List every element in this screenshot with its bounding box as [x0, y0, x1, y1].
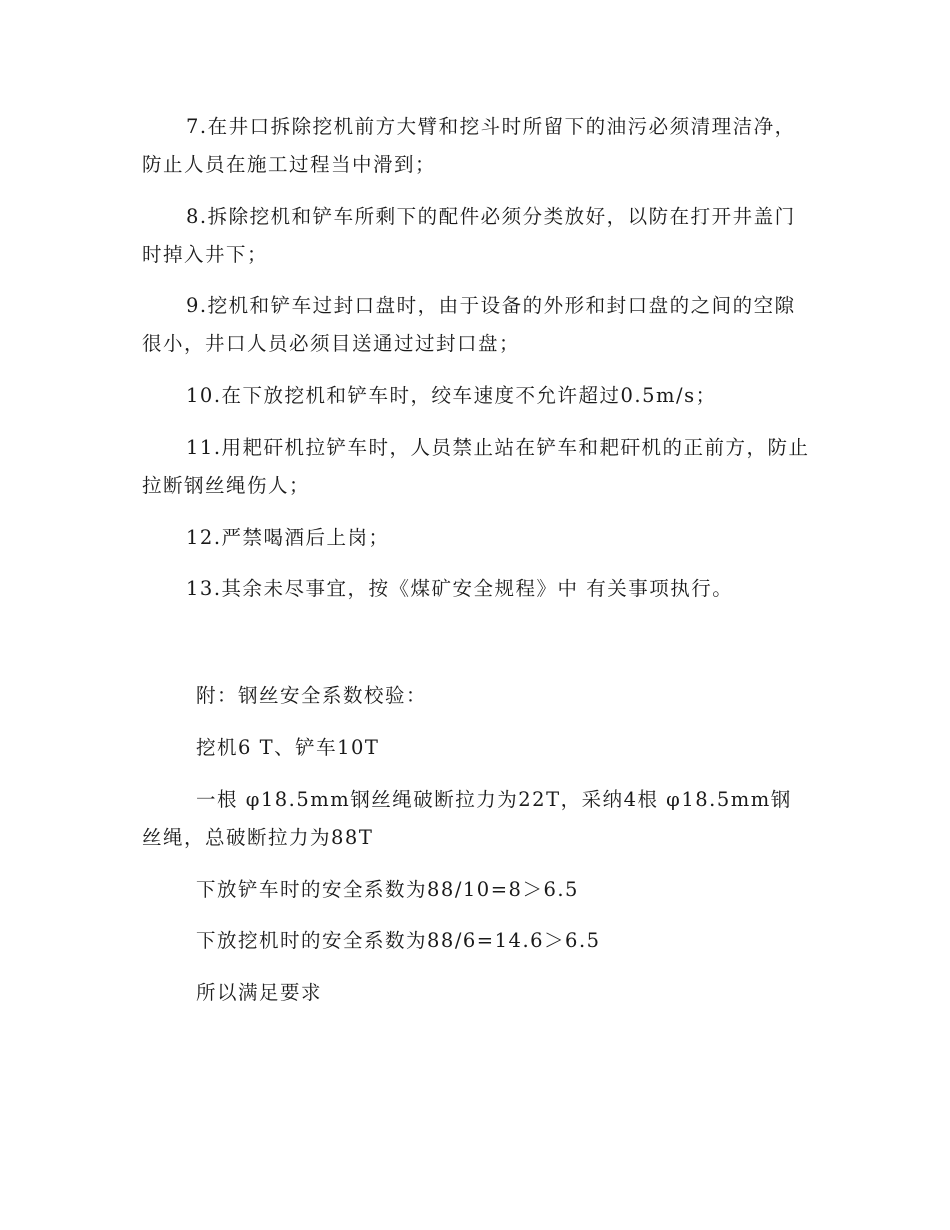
appendix-rope-strength: 一根 φ18.5mm钢丝绳破断拉力为22T，采纳4根 φ18.5mm钢丝绳，总破断拉力为88T: [142, 788, 792, 849]
list-item-8: 8.拆除挖机和铲车所剩下的配件必须分类放好，以防在打开井盖门时掉入井下；: [142, 205, 796, 266]
list-item-12: 12.严禁喝酒后上岗；: [186, 526, 390, 549]
list-item-11: 11.用耙矸机拉铲车时，人员禁止站在铲车和耙矸机的正前方，防止拉断钢丝绳伤人；: [142, 436, 810, 497]
list-item-13: 13.其余未尽事宜，按《煤矿安全规程》中 有关事项执行。: [186, 577, 734, 600]
appendix-loads: 挖机6 T、铲车10T: [196, 736, 380, 759]
appendix-conclusion: 所以满足要求: [196, 981, 323, 1004]
appendix-excavator-safety-factor: 下放挖机时的安全系数为88/6=14.6＞6.5: [196, 929, 601, 952]
appendix-heading: 附：钢丝安全系数校验：: [196, 684, 428, 707]
list-item-9: 9.挖机和铲车过封口盘时，由于设备的外形和封口盘的之间的空隙很小，井口人员必须目送通过过封口盘；: [142, 294, 796, 355]
list-item-7: 7.在井口拆除挖机前方大臂和挖斗时所留下的油污必须清理洁净，防止人员在施工过程当中滑到；: [142, 115, 796, 176]
list-item-10: 10.在下放挖机和铲车时，绞车速度不允许超过0.5m/s；: [186, 384, 717, 407]
appendix-loader-safety-factor: 下放铲车时的安全系数为88/10=8＞6.5: [196, 878, 579, 901]
